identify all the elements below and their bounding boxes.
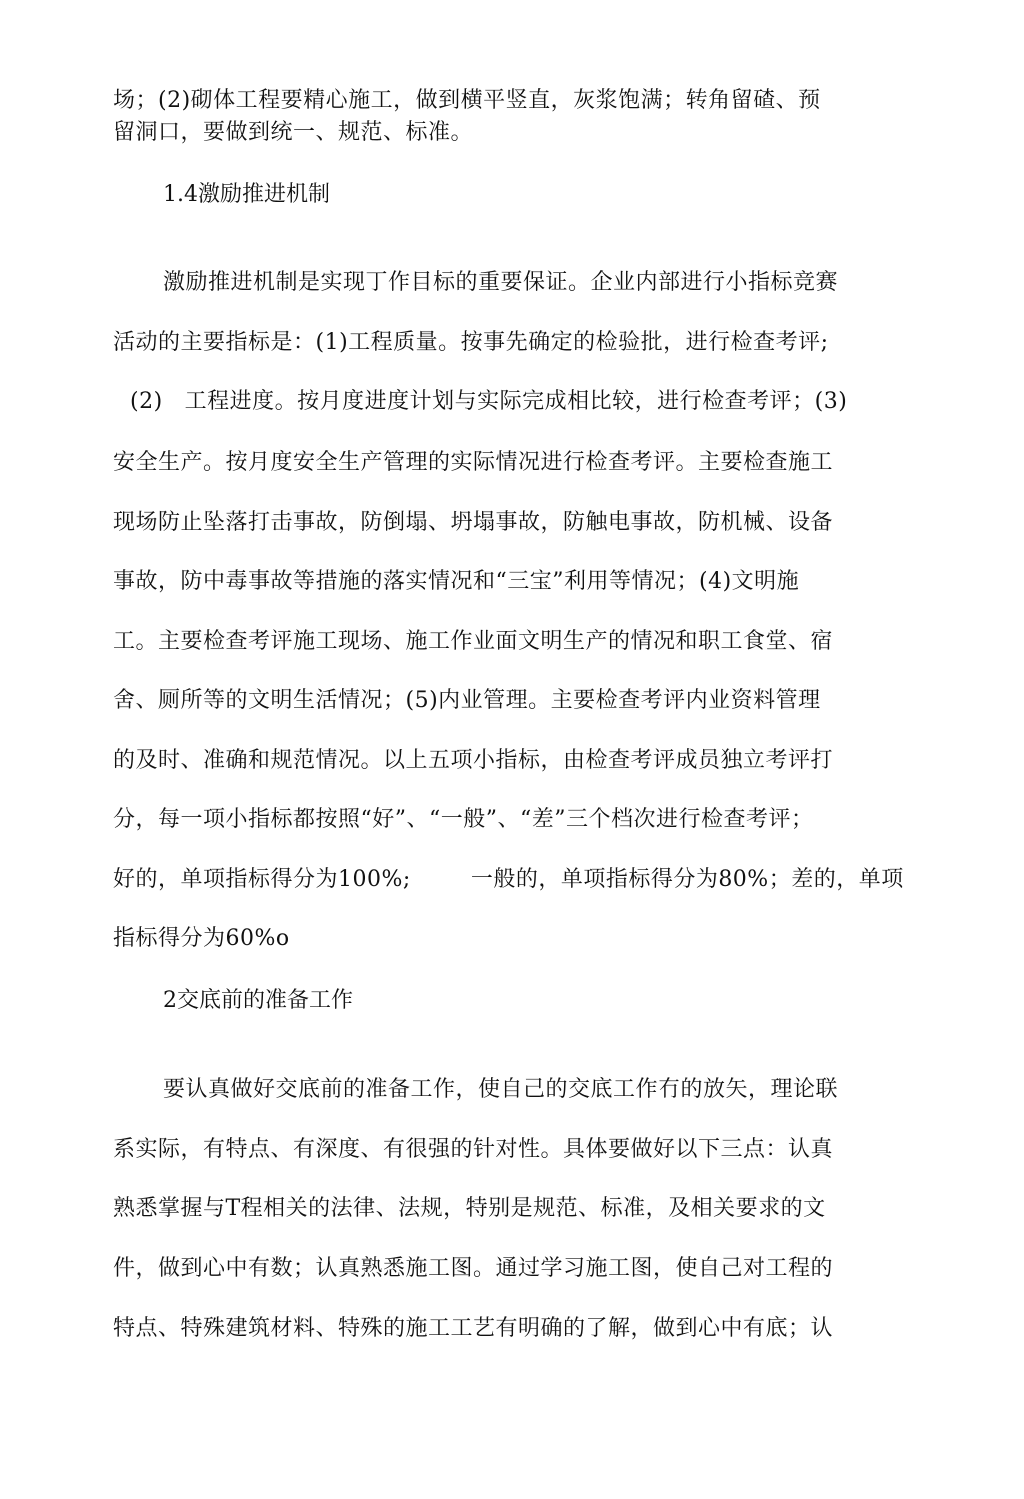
paragraph-line-text: 工程进度。按月度进度计划与实际完成相比较，进行检查考评；(3) <box>184 389 848 414</box>
paragraph-line <box>113 865 904 895</box>
paragraph-line: 件，做到心中有数；认真熟悉施工图。通过学习施工图，使自己对工程的 <box>113 1256 834 1281</box>
paragraph-line: 特点、特殊建筑材料、特殊的施工工艺有明确的了解，做到心中有底；认 <box>113 1316 834 1341</box>
paragraph-line: 要认真做好交底前的准备工作，使自己的交底工作冇的放矢，理论联 <box>163 1077 839 1102</box>
paragraph-line: 指标得分为60%o <box>113 926 290 951</box>
paragraph-line: 活动的主要指标是：(1)工程质量。按事先确定的检验批，进行检查考评; <box>113 330 829 355</box>
paragraph-line: 现场防止坠落打击事故，防倒塌、坍塌事故，防触电事故，防机械、设备 <box>113 510 834 535</box>
paragraph-line: 事故，防中毒事故等措施的落实情况和“三宝”利用等情况；(4)文明施 <box>113 569 800 594</box>
paragraph-line: 的及时、准确和规范情况。以上五项小指标，由检查考评成员独立考评打 <box>113 748 834 773</box>
section-heading: 2交底前的准备工作 <box>163 988 353 1013</box>
paragraph-line: 激励推进机制是实现丁作目标的重要保证。企业内部进行小指标竞赛 <box>163 270 839 295</box>
paragraph-line: 熟悉掌握与T程相关的法律、法规，特别是规范、标准，及相关要求的文 <box>113 1196 826 1221</box>
paragraph-line: 舍、厕所等的文明生活情况；(5)内业管理。主要检查考评内业资料管理 <box>113 688 821 713</box>
list-marker: (2) <box>130 389 163 414</box>
paragraph-line: 安全生产。按月度安全生产管理的实际情况进行检查考评。主要检查施工 <box>113 450 834 475</box>
paragraph-line: 场；(2)砌体工程要精心施工，做到横平竖直，灰浆饱满；转角留碴、预 <box>113 88 821 113</box>
paragraph-line: 分，每一项小指标都按照“好”、“一般”、“差”三个档次进行检查考评； <box>113 807 814 832</box>
paragraph-line: 系实际，有特点、有深度、有很强的针对性。具体要做好以下三点：认真 <box>113 1137 834 1162</box>
paragraph-line: 工。主要检查考评施工现场、施工作业面文明生产的情况和职工食堂、宿 <box>113 629 834 654</box>
score-general-text: 一般的，单项指标得分为80%；差的，单项 <box>470 867 904 892</box>
score-good-text: 好的，单项指标得分为100%; <box>113 867 411 892</box>
paragraph-line <box>130 387 847 417</box>
paragraph-line: 留洞口，要做到统一、规范、标准。 <box>113 120 474 145</box>
section-heading: 1.4激励推进机制 <box>163 182 330 207</box>
